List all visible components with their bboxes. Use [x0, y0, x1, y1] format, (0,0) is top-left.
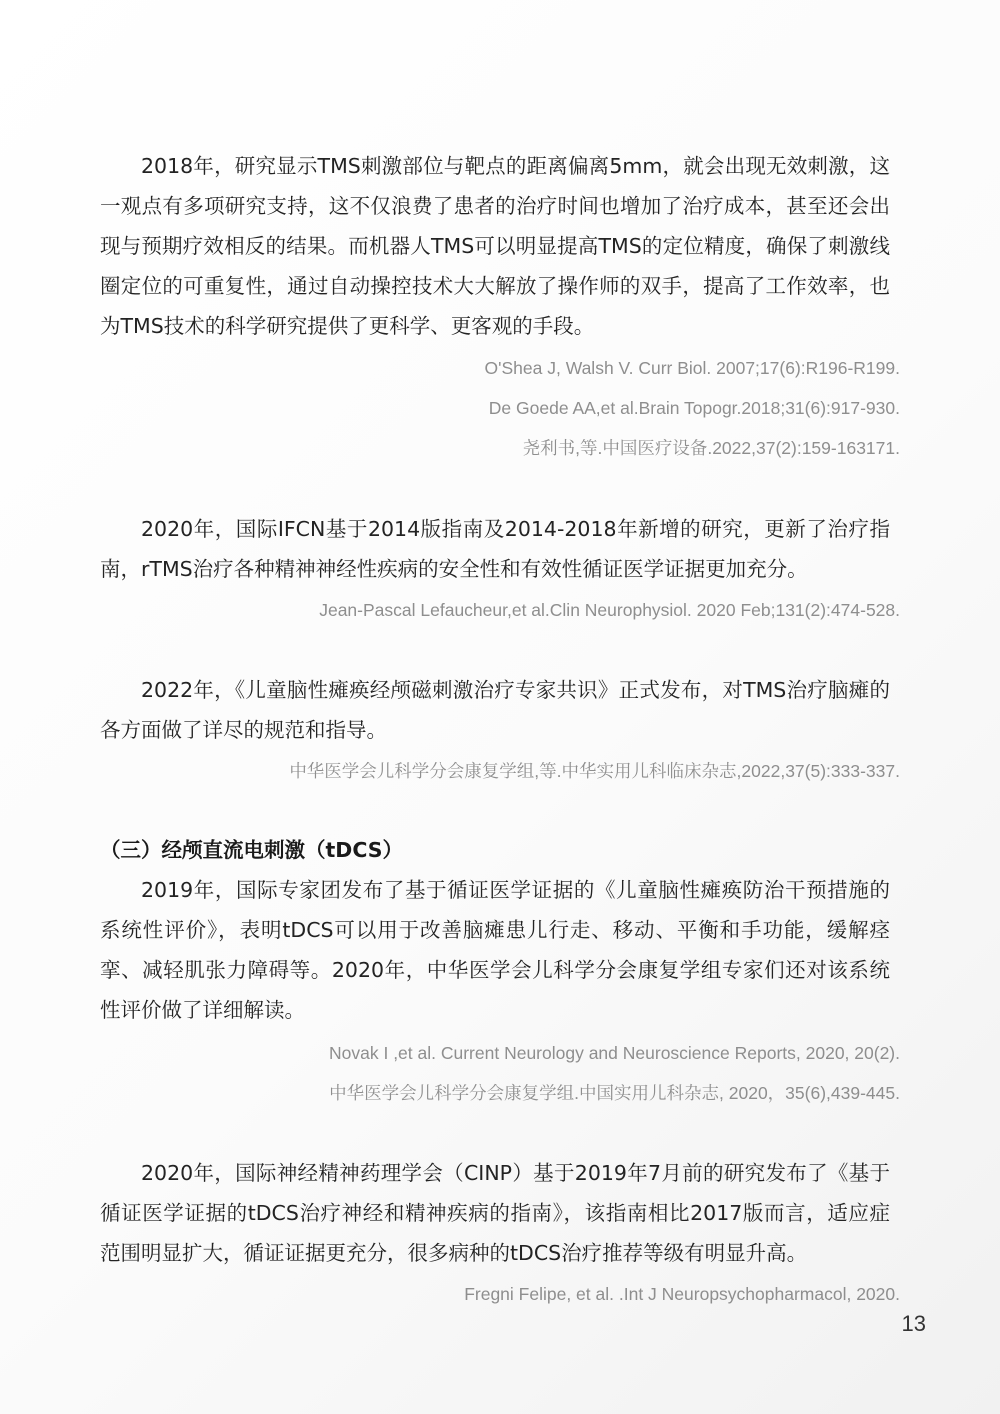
reference-citation: Jean-Pascal Lefaucheur,et al.Clin Neurophysiol. 2020 Feb;131(2):474-528. [319, 600, 900, 620]
reference-citation: De Goede AA,et al.Brain Topogr.2018;31(6):917-930. [488, 398, 900, 418]
reference-citation: 中华医学会儿科学分会康复学组.中国实用儿科杂志, 2020，35(6),439-445. [329, 1083, 900, 1103]
paragraph-tdcs-review: 2019年，国际专家团发布了基于循证医学证据的《儿童脑性瘫痪防治干预措施的系统性评价》，表明tDCS可以用于改善脑瘫患儿行走、移动、平衡和手功能，缓解痉挛、减轻肌张力障碍等。2020年，中华医学会儿科学分会康复学组专家们还对该系统性评价做了详细解读。 [100, 878, 890, 1022]
page-number: 13 [901, 1311, 926, 1336]
paragraph-robot-tms: 2018年，研究显示TMS刺激部位与靶点的距离偏离5mm，就会出现无效刺激，这一观点有多项研究支持，这不仅浪费了患者的治疗时间也增加了治疗成本，甚至还会出现与预期疗效相反的结果。而机器人TMS可以明显提高TMS的定位精度，确保了刺激线圈定位的可重复性，通过自动操控技术大大解放了操作师的双手，提高了工作效率，也为TMS技术的科学研究提供了更科学、更客观的手段。 [100, 154, 890, 338]
reference-citation: Novak I ,et al. Current Neurology and Neuroscience Reports, 2020, 20(2). [329, 1043, 900, 1063]
reference-citation: Fregni Felipe, et al. .Int J Neuropsychopharmacol, 2020. [464, 1284, 900, 1304]
reference-citation: 尧利书,等.中国医疗设备.2022,37(2):159-163171. [522, 438, 900, 458]
reference-citation: 中华医学会儿科学分会康复学组,等.中华实用儿科临床杂志,2022,37(5):333-337. [289, 761, 900, 781]
paragraph-ifcn-guideline: 2020年，国际IFCN基于2014版指南及2014-2018年新增的研究，更新了治疗指南，rTMS治疗各种精神神经性疾病的安全性和有效性循证医学证据更加充分。 [100, 517, 890, 581]
paragraph-cp-consensus: 2022年，《儿童脑性瘫痪经颅磁刺激治疗专家共识》正式发布，对TMS治疗脑瘫的各方面做了详尽的规范和指导。 [100, 678, 890, 742]
paragraph-cinp-guideline: 2020年，国际神经精神药理学会（CINP）基于2019年7月前的研究发布了《基于循证医学证据的tDCS治疗神经和精神疾病的指南》，该指南相比2017版而言，适应症范围明显扩大，循证证据更充分，很多病种的tDCS治疗推荐等级有明显升高。 [100, 1161, 890, 1265]
reference-citation: O'Shea J, Walsh V. Curr Biol. 2007;17(6):R196-R199. [484, 358, 900, 378]
section-heading-tdcs: （三）经颅直流电刺激（tDCS） [100, 838, 404, 862]
